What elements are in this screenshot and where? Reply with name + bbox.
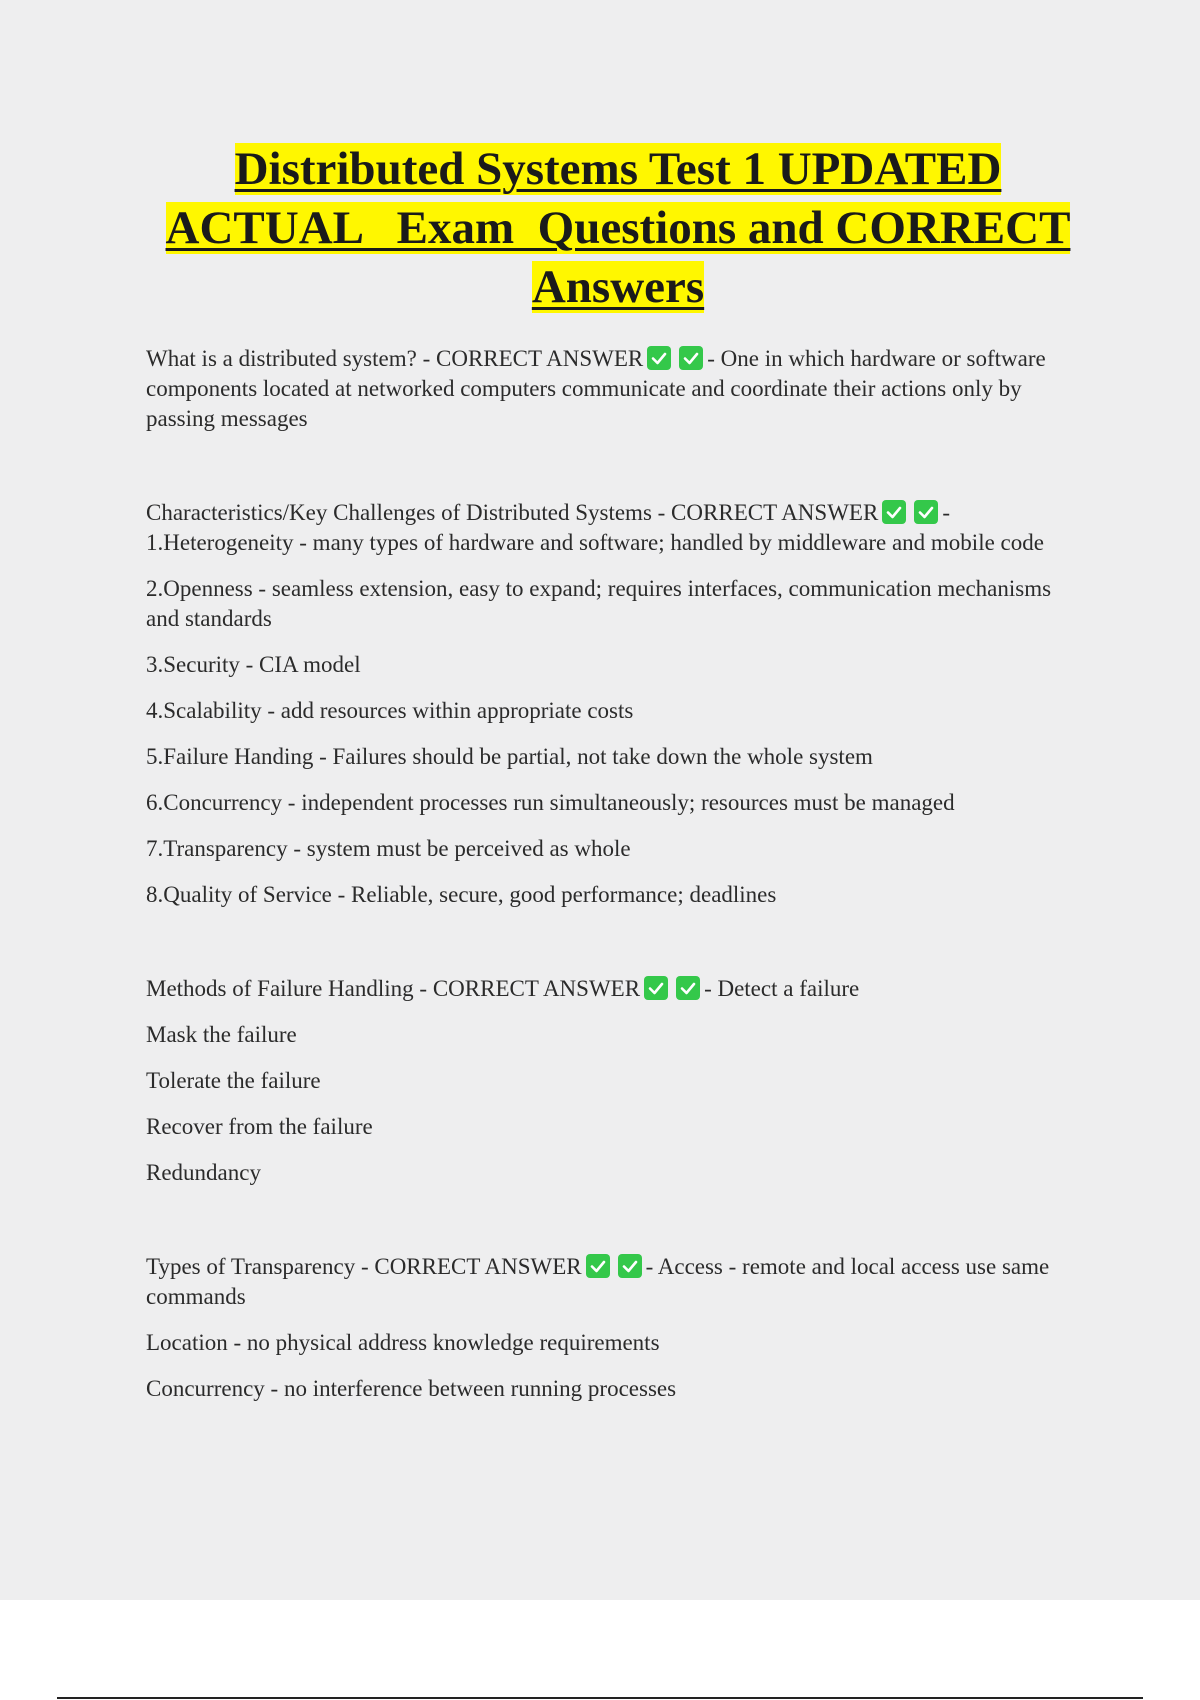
answer-text: - One in which hardware or software components located at networked computers communicate and coordinate their actions only by passing messages — [146, 346, 1046, 431]
check-box-icon — [914, 500, 938, 524]
document-title — [120, 140, 1116, 317]
qa-entry — [146, 498, 1086, 558]
answer-item: 2.Openness - seamless extension, easy to expand; requires interfaces, communication mechanisms and standards — [146, 576, 1052, 631]
check-box-icon — [882, 500, 906, 524]
check-box-icon — [586, 1254, 610, 1278]
qa-content — [146, 344, 1086, 1420]
answer-item: Recover from the failure — [146, 1114, 373, 1139]
answer-item: Location - no physical address knowledge requirements — [146, 1330, 660, 1355]
answer-item: 6.Concurrency - independent processes run simultaneously; resources must be managed — [146, 790, 955, 815]
answer-item: 7.Transparency - system must be perceived as whole — [146, 836, 631, 861]
question-text: Types of Transparency - CORRECT ANSWER — [146, 1254, 582, 1279]
answer-item: Concurrency - no interference between running processes — [146, 1376, 677, 1401]
answer-item: Tolerate the failure — [146, 1068, 321, 1093]
check-box-icon — [676, 976, 700, 1000]
question-text: Methods of Failure Handling - CORRECT ANSWER — [146, 976, 641, 1001]
title-line-3: Answers — [531, 261, 705, 313]
answer-item: 3.Security - CIA model — [146, 652, 361, 677]
qa-entry — [146, 1252, 1086, 1312]
check-box-icon — [647, 346, 671, 370]
qa-entry — [146, 344, 1086, 434]
answer-text: - 1.Heterogeneity - many types of hardware and software; handled by middleware and mobile code — [146, 500, 1044, 555]
title-line-1: Distributed Systems Test 1 UPDATED — [234, 143, 1002, 195]
question-text: Characteristics/Key Challenges of Distributed Systems - CORRECT ANSWER — [146, 500, 879, 525]
answer-item: 4.Scalability - add resources within appropriate costs — [146, 698, 634, 723]
answer-text: - Access - remote and local access use same commands — [146, 1254, 1050, 1309]
answer-text: - Detect a failure — [704, 976, 860, 1001]
answer-item: 8.Quality of Service - Reliable, secure, good performance; deadlines — [146, 882, 777, 907]
answer-item: Mask the failure — [146, 1022, 297, 1047]
answer-item: 5.Failure Handing - Failures should be partial, not take down the whole system — [146, 744, 873, 769]
question-text: What is a distributed system? - CORRECT ANSWER — [146, 346, 644, 371]
check-box-icon — [618, 1254, 642, 1278]
check-box-icon — [679, 346, 703, 370]
answer-item: Redundancy — [146, 1160, 261, 1185]
check-box-icon — [644, 976, 668, 1000]
title-line-2: ACTUAL Exam Questions and CORRECT — [165, 202, 1071, 254]
footer-divider — [57, 1697, 1143, 1699]
qa-entry — [146, 974, 1086, 1004]
